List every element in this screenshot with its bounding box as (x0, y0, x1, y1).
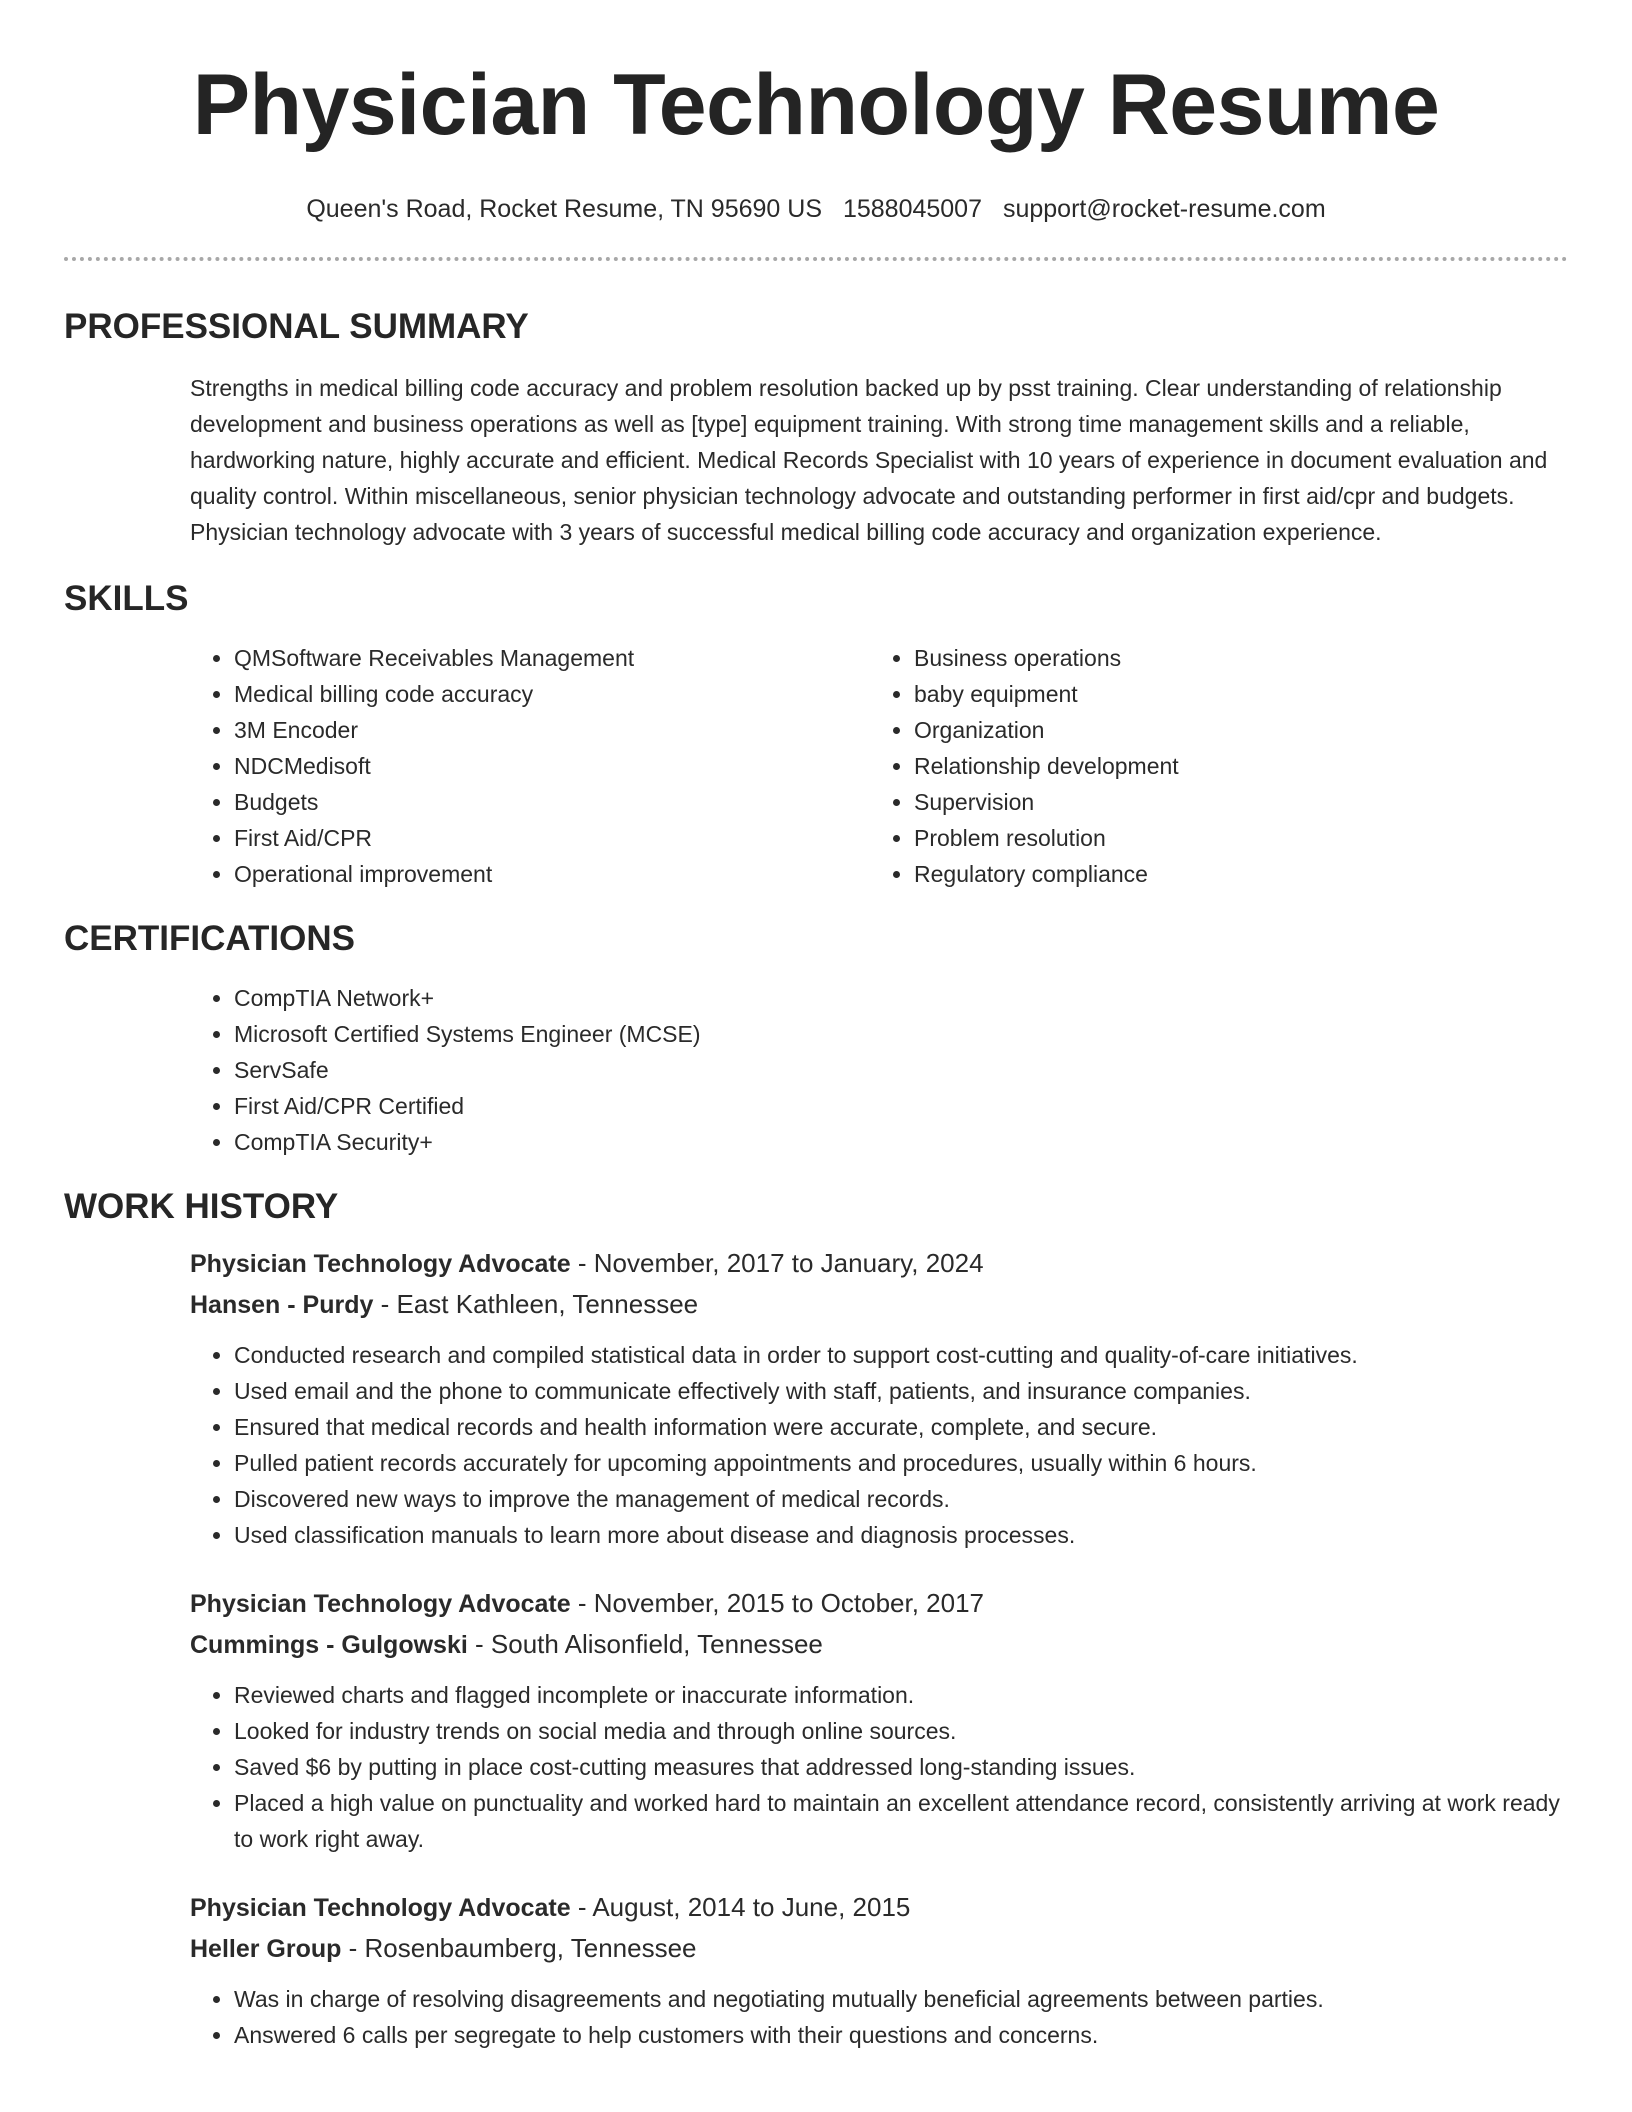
job-duties (190, 1677, 1568, 1857)
job-duty: • Used classification manuals to learn more about disease and diagnosis processes. (234, 1517, 1568, 1553)
job-location: - South Alisonfield, Tennessee (467, 1629, 823, 1659)
skill-item: • Medical billing code accuracy (234, 676, 870, 712)
job-duty: • Conducted research and compiled statistical data in order to support cost-cutting and quality-of-care initiatives. (234, 1337, 1568, 1373)
job-duty: • Pulled patient records accurately for upcoming appointments and procedures, usually within 6 hours. (234, 1445, 1568, 1481)
skill-item: • Problem resolution (914, 820, 1550, 856)
certification-item: • ServSafe (234, 1052, 1568, 1088)
skill-item: • Business operations (914, 640, 1550, 676)
skills-list (64, 640, 1568, 892)
skill-item: • Supervision (914, 784, 1550, 820)
skill-item: • Budgets (234, 784, 870, 820)
contact-email: support@rocket-resume.com (1002, 195, 1326, 223)
certification-item: • First Aid/CPR Certified (234, 1088, 1568, 1124)
job-entry (64, 1887, 1568, 2053)
skill-item: • Organization (914, 712, 1550, 748)
job-company: Cummings - Gulgowski (190, 1631, 468, 1659)
job-title: Physician Technology Advocate (190, 1894, 571, 1922)
job-duties (190, 1981, 1568, 2053)
skill-item: • QMSoftware Receivables Management (234, 640, 870, 676)
certifications-heading: CERTIFICATIONS (64, 919, 356, 958)
job-company: Heller Group (190, 1935, 342, 1963)
job-company: Hansen - Purdy (190, 1291, 374, 1319)
job-dates: - August, 2014 to June, 2015 (570, 1892, 911, 1922)
skills-heading: SKILLS (64, 579, 189, 618)
contact-address: Queen's Road, Rocket Resume, TN 95690 US (306, 195, 822, 223)
contact-phone: 1588045007 (842, 195, 982, 223)
job-title-line (190, 1887, 1568, 1928)
job-entry (64, 1243, 1568, 1553)
job-entry (64, 1583, 1568, 1857)
work-history-heading: WORK HISTORY (64, 1187, 339, 1226)
job-duty: • Ensured that medical records and health information were accurate, complete, and secure. (234, 1409, 1568, 1445)
header-divider (64, 257, 1568, 261)
certifications-list (64, 980, 1568, 1160)
skill-item: • 3M Encoder (234, 712, 870, 748)
job-dates: - November, 2015 to October, 2017 (570, 1588, 985, 1618)
skill-item: • Regulatory compliance (914, 856, 1550, 892)
resume-title: Physician Technology Resume (192, 57, 1440, 153)
job-duty: • Looked for industry trends on social media and through online sources. (234, 1713, 1568, 1749)
job-duty: • Was in charge of resolving disagreements and negotiating mutually beneficial agreements between parties. (234, 1981, 1568, 2017)
summary-text: Strengths in medical billing code accuracy and problem resolution backed up by psst training. Clear understanding of relationship development and business operations as well as [type] equipment training. With strong time management skills and a reliable, hardworking nature, highly accurate and efficient. Medical Records Specialist with 10 years of experience in document evaluation and quality control. Within miscellaneous, senior physician technology advocate and outstanding performer in first aid/cpr and budgets. Physician technology advocate with 3 years of successful medical billing code accuracy and organization experience. (190, 375, 1548, 545)
skill-item: • First Aid/CPR (234, 820, 870, 856)
contact-line (64, 193, 1568, 225)
job-location: - East Kathleen, Tennessee (373, 1289, 699, 1319)
job-title: Physician Technology Advocate (190, 1590, 571, 1618)
summary-heading: PROFESSIONAL SUMMARY (64, 307, 529, 346)
job-company-line (190, 1284, 1568, 1325)
certification-item: • CompTIA Security+ (234, 1124, 1568, 1160)
job-dates: - November, 2017 to January, 2024 (570, 1248, 984, 1278)
skills-column-right (870, 640, 1550, 892)
job-company-line (190, 1928, 1568, 1969)
job-title-line (190, 1243, 1568, 1284)
skill-item: • baby equipment (914, 676, 1550, 712)
job-duty: • Reviewed charts and flagged incomplete or inaccurate information. (234, 1677, 1568, 1713)
job-duty: • Saved $6 by putting in place cost-cutting measures that addressed long-standing issues. (234, 1749, 1568, 1785)
job-duty: • Discovered new ways to improve the management of medical records. (234, 1481, 1568, 1517)
job-title-line (190, 1583, 1568, 1624)
job-duty: • Answered 6 calls per segregate to help customers with their questions and concerns. (234, 2017, 1568, 2053)
certification-item: • CompTIA Network+ (234, 980, 1568, 1016)
job-location: - Rosenbaumberg, Tennessee (341, 1933, 697, 1963)
job-company-line (190, 1624, 1568, 1665)
certification-item: • Microsoft Certified Systems Engineer (MCSE) (234, 1016, 1568, 1052)
skill-item: • Operational improvement (234, 856, 870, 892)
job-title: Physician Technology Advocate (190, 1250, 571, 1278)
skill-item: • Relationship development (914, 748, 1550, 784)
skills-column-left (190, 640, 870, 892)
skill-item: • NDCMedisoft (234, 748, 870, 784)
job-duties (190, 1337, 1568, 1553)
job-duty: • Used email and the phone to communicate effectively with staff, patients, and insurance companies. (234, 1373, 1568, 1409)
job-duty: • Placed a high value on punctuality and worked hard to maintain an excellent attendance record, consistently arriving at work ready to work right away. (234, 1785, 1568, 1857)
